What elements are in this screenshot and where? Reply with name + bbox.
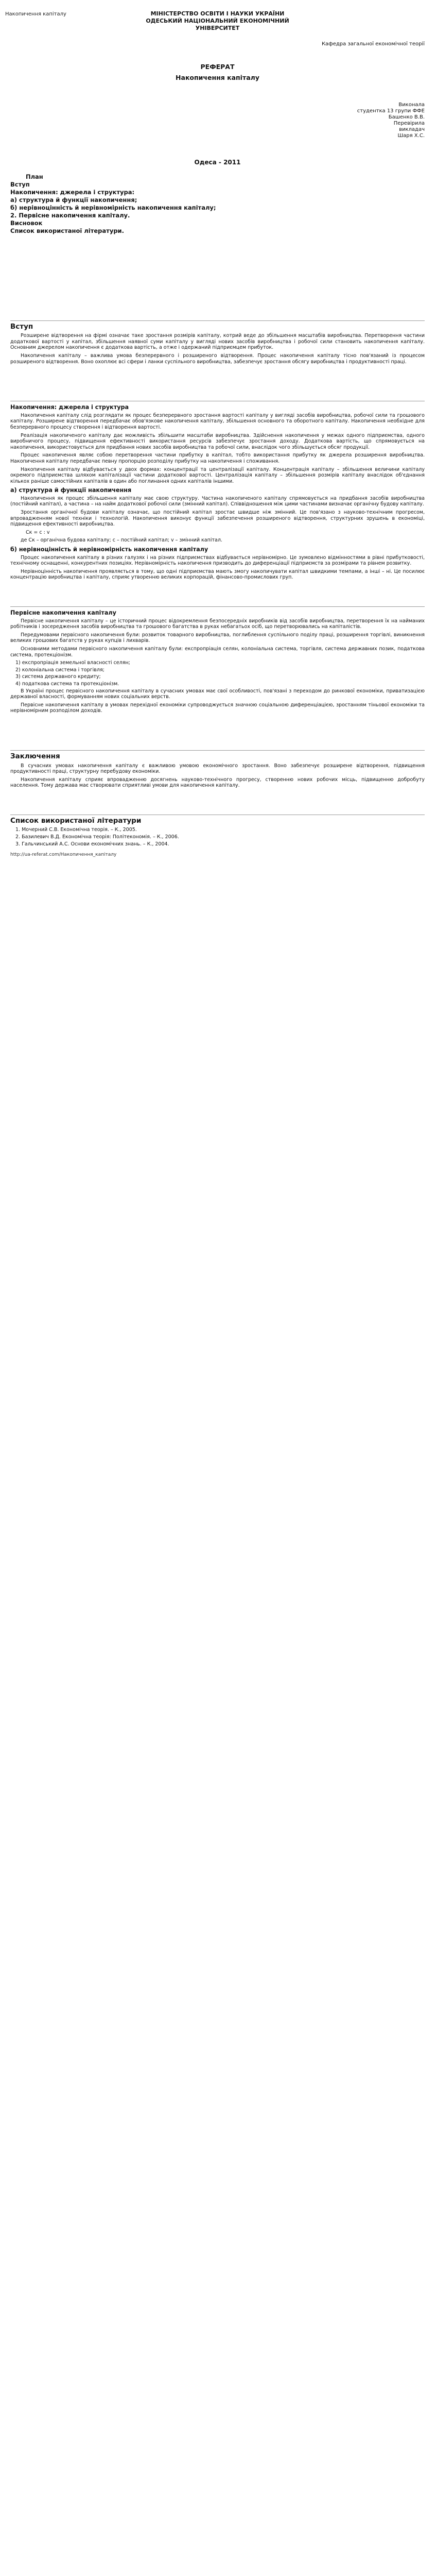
intro-paragraph: Накопичення капіталу – важлива умова безперервного і розширеного відтворення. Процес накопичення капіталу тісно пов'язаний із процесом розширеного відтворення. Воно охоплює всі сфери і ланки суспільного виробництва, забезпечує зростання обсягу виробництва і продуктивності праці. [10,352,425,365]
plan-title: План [26,173,43,180]
intro-title: Вступ [10,322,33,331]
author-line: Виконала [398,102,425,108]
plan-item: Вступ [10,180,30,188]
author-line: студентка 13 групи ФФЕ [357,108,425,114]
part1-paragraph: Накопичення капіталу відбувається у двох формах: концентрації та централізації капіталу. Концентрація капіталу – збільшення величини капіталу окремого підприємства шляхом капіталізації частини додаткової вартості. Централізація капіталу – збільшення розмірів капіталу внаслідок об'єднання кількох раніше самостійних капіталів в один або поглинання одних капіталів іншими. [10,466,425,484]
authors-block [10,102,425,139]
part2-paragraph: Основними методами первісного накопичення капіталу були: експропріація селян, колоніальна система, торгівля, система державних позик, податкова система, протекціонізм. [10,646,425,658]
plan-item: Список використаної літератури. [10,227,124,234]
part1b-paragraph: Процес накопичення капіталу в різних галузях і на різних підприємствах відбувається нерівномірно. Це зумовлено відмінностями в рівні прибутковості, технічному оснащенні, конкурентних позиціях. Нерівномірність накопичення призводить до диференціації підприємств за розмірами та рівнем розвитку. [10,554,425,567]
city-year: Одеса - 2011 [194,159,241,166]
conclusion-title: Заключення [10,752,60,760]
part1a-title: а) структура й функції накопичення [10,487,132,494]
divider [10,750,425,751]
divider [10,606,425,607]
author-line: Шаря Х.С. [397,133,425,139]
part2-list-item: 4) податкова система та протекціонізм. [15,681,119,687]
university-line1: ОДЕСЬКИЙ НАЦІОНАЛЬНИЙ ЕКОНОМІЧНИЙ [146,18,289,24]
part1a-paragraph: Зростання органічної будови капіталу означає, що постійний капітал зростає швидше ніж змінний. Це пов'язано з науково-технічним прогресом, впровадженням нової техніки і технологій. Накопичення виконує функції забезпечення розширеного відтворення, структурних зрушень в економіці, підвищення ефективності виробництва. [10,510,425,528]
plan-item: 2. Первісне накопичення капіталу. [10,211,130,219]
references-title: Список використаної літератури [10,816,142,825]
part1b-paragraph: Нерівноцінність накопичення проявляється в тому, що одні підприємства мають змогу накопичувати капітал швидкими темпами, а інші – ні. Це посилює концентрацію виробництва і капіталу, сприяє утворенню великих корпорацій, фінансово-промислових груп. [10,568,425,581]
document-body [0,10,436,858]
author-line: Перевірила [393,121,425,126]
plan-section [10,173,425,235]
ministry-header: МІНІСТЕРСТВО ОСВІТИ І НАУКИ УКРАЇНИ [150,10,285,17]
conclusion-paragraph: Накопичення капіталу сприяє впровадженню досягнень науково-технічного прогресу, створенню нових робочих місць, підвищенню добробуту населення. Тому держава має створювати сприятливі умови для накопичення капіталу. [10,776,425,789]
part2-paragraph: Первісне накопичення капіталу в умовах перехідної економіки супроводжується значною соціальною диференціацією, зростанням тіньової економіки та нерівномірним розподілом доходів. [10,702,425,714]
author-line: викладач [399,127,425,132]
part1-paragraph: Накопичення капіталу слід розглядати як процес безперервного зростання вартості капіталу у вигляді засобів виробництва, робочої сили та грошового капіталу. Розширене відтворення передбачає обов'язкове накопичення капіталу, збільшення основного та оборотного капіталу. Накопичення необхідне для безперервного процесу створення і відтворення вартості. [10,412,425,430]
part1b-title: б) нерівноцінність й нерівномірність накопичення капіталу [10,546,208,553]
reference-item: 3. Гальчинський А.С. Основи економічних знань. – К., 2004. [15,841,169,847]
department: Кафедра загальної економічної теорії [321,41,425,47]
formula-note: де Ск – органічна будова капіталу; c – постійний капітал; v – змінний капітал. [21,537,222,544]
part1a-paragraph: Накопичення як процес збільшення капіталу має свою структуру. Частина накопиченого капіталу спрямовується на придбання засобів виробництва (постійний капітал), а частина – на найм додаткової робочої сили (змінний капітал). Співвідношення між цими частинами визначає органічну будову капіталу. [10,495,425,507]
divider [10,320,425,321]
part2-paragraph: В Україні процес первісного накопичення капіталу в сучасних умовах має свої особливості, пов'язані з переходом до ринкової економіки, приватизацією державної власності, формуванням нових соціальних верств. [10,688,425,700]
plan-item: Накопичення: джерела і структура: [10,188,135,196]
reference-item: 2. Базилевич В.Д. Економічна теорія: Політекономія. – К., 2006. [15,834,179,840]
plan-item: Висновок [10,219,43,227]
part2-paragraph: Передумовами первісного накопичення були: розвиток товарного виробництва, поглиблення суспільного поділу праці, розширення торгівлі, виникнення великих грошових багатств у руках купців і лихварів. [10,632,425,644]
footer-link[interactable]: http://ua-referat.com/Накопичення_капіталу [10,852,117,858]
university-line2: УНІВЕРСИТЕТ [195,25,240,31]
part2-paragraph: Первісне накопичення капіталу – це історичний процес відокремлення безпосередніх виробників від засобів виробництва, перетворення їх на найманих робітників і зосередження засобів виробництва та грошового багатства в руках небагатьох осіб, що перетворювались на капіталістів. [10,618,425,630]
document-type: РЕФЕРАТ [200,63,235,71]
reference-item: 1. Мочерний С.В. Економічна теорія. – К., 2005. [15,827,137,833]
intro-paragraph: Розширене відтворення на фірмі означає таке зростання розмірів капіталу, котрий веде до збільшення масштабів виробництва. Перетворення частини додаткової вартості у капітал, збільшення наявної суми капіталу у вигляді нових засобів виробництва і робочої сили становить накопичення капіталу. Основним джерелом накопичення є додаткова вартість, а отже і одержаний підприємцем прибуток. [10,333,425,351]
part1-paragraph: Процес накопичення являє собою перетворення частини прибутку в капітал, тобто використання прибутку як джерела розширення виробництва. Накопичення капіталу передбачає певну пропорцію розподілу прибутку на накопичення і споживання. [10,452,425,464]
author-line: Башенко В.В. [388,114,425,120]
plan-item: б) нерівноцінність й нерівномірність накопичення капіталу; [10,204,216,211]
part2-list-item: 2) колоніальна система і торгівля; [15,667,104,673]
part2-list-item: 1) експропріація земельної власності селян; [15,660,130,666]
top-link[interactable]: Накопичення капіталу [5,11,66,17]
page [0,10,436,2576]
conclusion-paragraph: В сучасних умовах накопичення капіталу є важливою умовою економічного зростання. Воно забезпечує розширене відтворення, підвищення продуктивності праці, структурну перебудову економіки. [10,762,425,775]
plan-item: а) структура й функції накопичення; [10,196,137,204]
part2-title: Первісне накопичення капіталу [10,609,116,616]
part1-title: Накопичення: джерела і структура [10,404,129,411]
part2-list-item: 3) система державного кредиту; [15,674,101,680]
formula: Ск = c : v [26,529,50,535]
part1-paragraph: Реалізація накопиченого капіталу дає можливість збільшити масштаби виробництва. Здійснення накопичення у межах одного підприємства, одного виробничого процесу, підвищення ефективності використання ресурсів забезпечує зростання доходу. Додаткова вартість, що спрямовується на накопичення, використовується для придбання нових засобів виробництва та робочої сили, внаслідок чого збільшується обсяг продукції. [10,432,425,450]
document-topic: Накопичення капіталу [176,74,259,81]
